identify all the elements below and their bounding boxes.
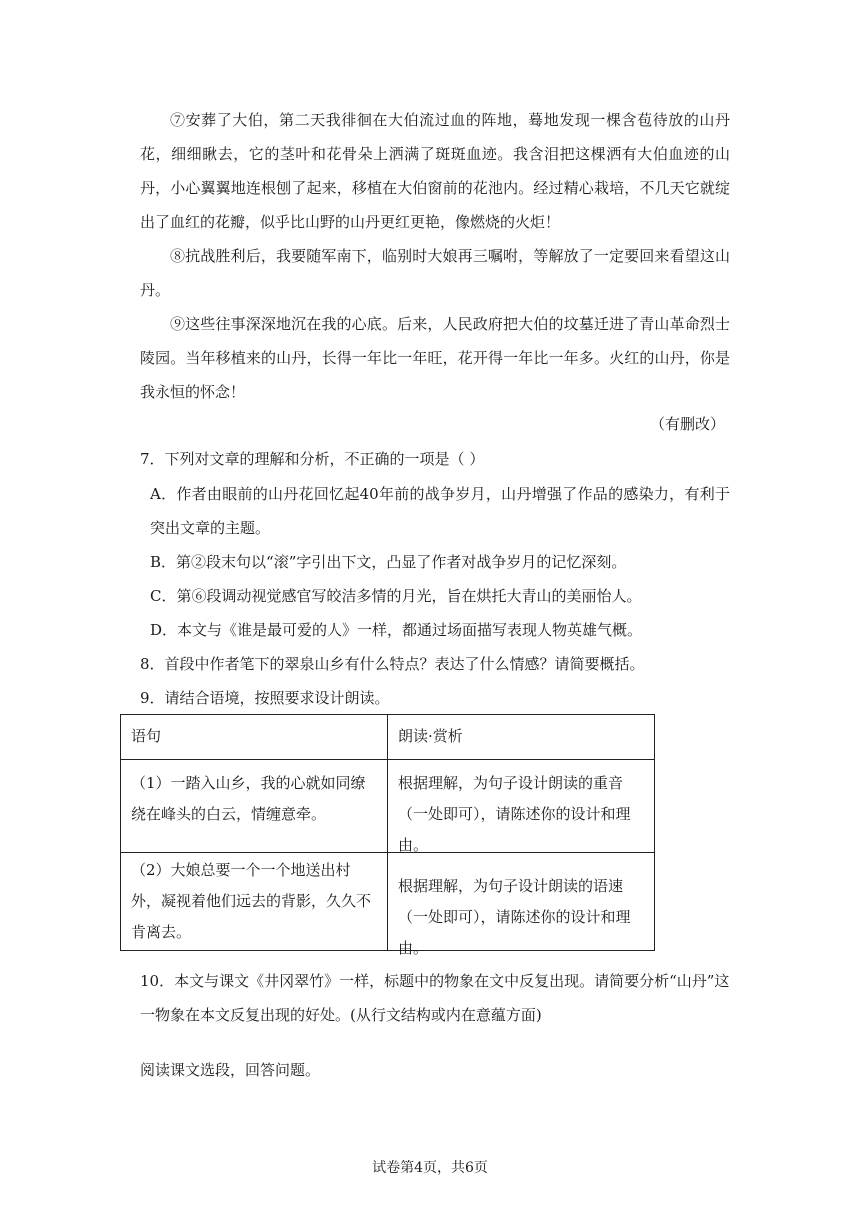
question-7-option-d: D．本文与《谁是最可爱的人》一样，都通过场面描写表现人物英雄气概。	[150, 621, 643, 639]
passage-paragraph-7: ⑦安葬了大伯，第二天我徘徊在大伯流过血的阵地，蓦地发现一棵含苞待放的山丹花，细细瞅去，它的茎叶和花骨朵上洒满了斑斑血迹。我含泪把这棵洒有大伯血迹的山丹，小心翼翼地连根刨了起来，移植在大伯窗前的花池内。经过精心栽培，不几天它就绽出了血红的花瓣，似乎比山野的山丹更红更艳，像燃烧的火炬！	[140, 111, 730, 231]
question-7-option-a: A．作者由眼前的山丹花回忆起40年前的战争岁月，山丹增强了作品的感染力，有利于突出文章的主题。	[150, 485, 730, 537]
question-7-option-b: B．第②段末句以“滚”字引出下文，凸显了作者对战争岁月的记忆深刻。	[150, 553, 627, 571]
question-9: 9．请结合语境，按照要求设计朗读。	[140, 689, 390, 707]
page-footer: 试卷第4页，共6页	[372, 1160, 488, 1176]
table-row-2-sentence: （2）大娘总要一个一个地送出村外，凝视着他们远去的背影，久久不肯离去。	[120, 852, 388, 951]
reading-section-intro: 阅读课文选段，回答问题。	[140, 1061, 321, 1079]
question-7-stem: 7．下列对文章的理解和分析，不正确的一项是（ ）	[140, 450, 485, 468]
passage-paragraph-8: ⑧抗战胜利后，我要随军南下，临别时大娘再三嘱咐，等解放了一定要回来看望这山丹。	[140, 247, 730, 299]
table-row-1-task: 根据理解，为句子设计朗读的重音（一处即可），请陈述你的设计和理由。	[387, 759, 655, 853]
table-row-2-task: 根据理解，为句子设计朗读的语速（一处即可），请陈述你的设计和理由。	[387, 852, 655, 951]
table-header-analysis: 朗读·赏析	[387, 714, 655, 760]
question-7-option-c: C．第⑥段调动视觉感官写皎洁多情的月光，旨在烘托大青山的美丽怡人。	[150, 587, 642, 605]
reading-design-table	[120, 714, 655, 957]
source-note: （有删改）	[649, 415, 725, 433]
passage-paragraph-9: ⑨这些往事深深地沉在我的心底。后来，人民政府把大伯的坟墓迁进了青山革命烈士陵园。当年移植来的山丹，长得一年比一年旺，花开得一年比一年多。火红的山丹，你是我永恒的怀念！	[140, 315, 730, 401]
table-header-sentence: 语句	[120, 714, 388, 760]
question-10: 10．本文与课文《井冈翠竹》一样，标题中的物象在文中反复出现。请简要分析“山丹”这一物象在本文反复出现的好处。(从行文结构或内在意蕴方面)	[140, 972, 730, 1024]
table-row-1-sentence: （1）一踏入山乡，我的心就如同缭绕在峰头的白云，情缠意牵。	[120, 759, 388, 853]
question-8: 8．首段中作者笔下的翠泉山乡有什么特点？表达了什么情感？请简要概括。	[140, 655, 645, 673]
